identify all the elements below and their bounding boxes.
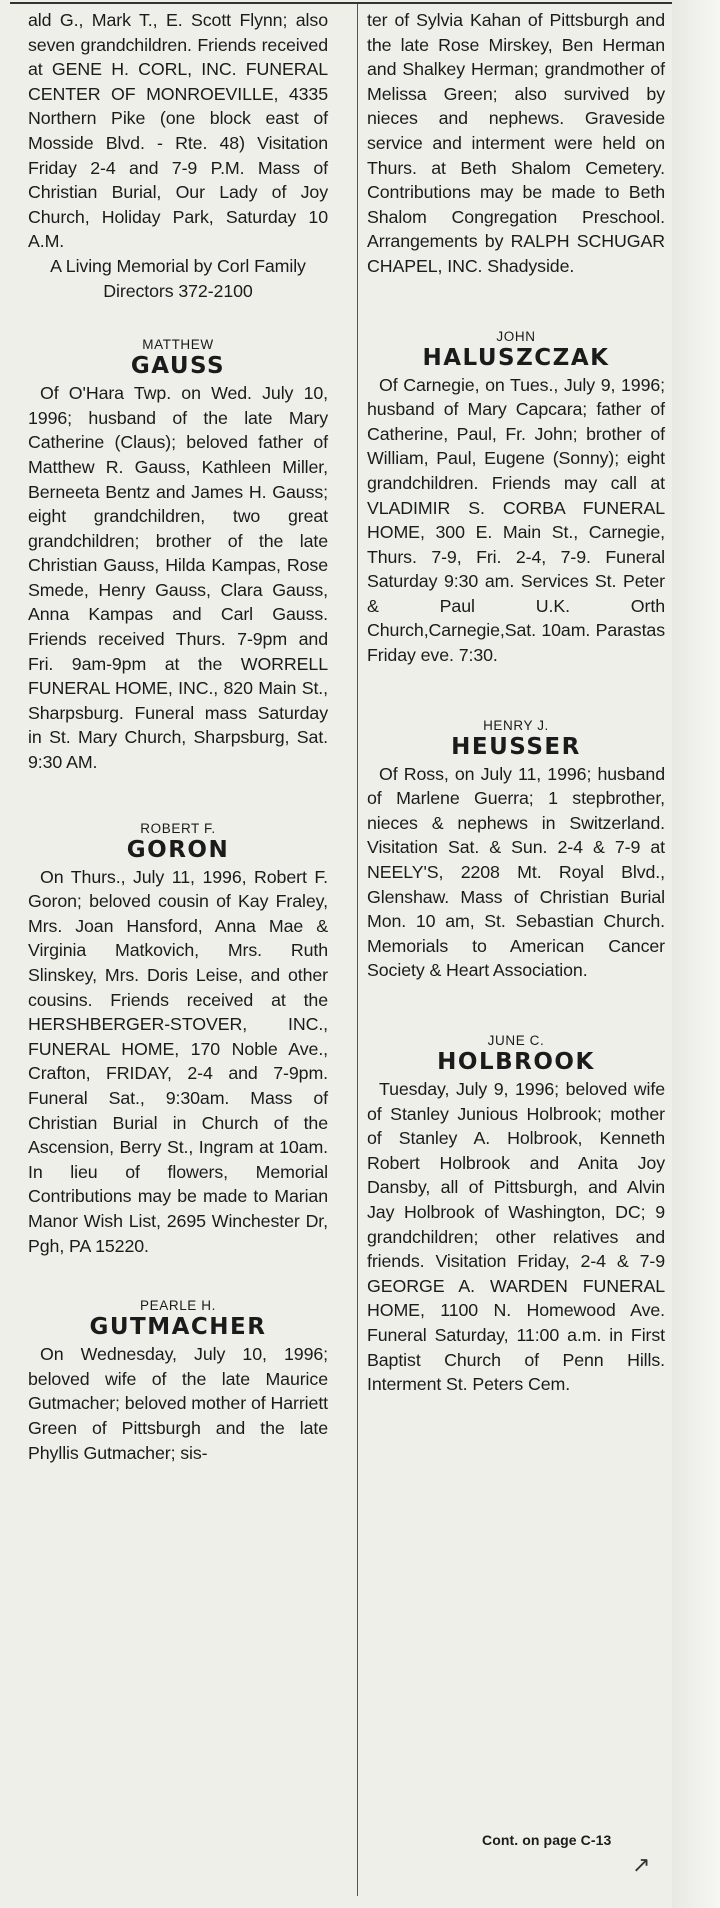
- left-column: [28, 8, 328, 1465]
- obituary-text: Tuesday, July 9, 1996; beloved wife of Stanley Junious Holbrook; mother of Stanley A. Holbrook, Kenneth Robert Holbrook and Anita Joy Dansby, all of Pittsburgh, and Alvin Jay Holbrook of Washington, DC; 9 grandchildren; other relatives and friends. Visitation Friday, 2-4 & 7-9 GEORGE A. WARDEN FUNERAL HOME, 1100 N. Homewood Ave. Funeral Saturday, 11:00 a.m. in First Baptist Church of Penn Hills. Interment St. Peters Cem.: [367, 1079, 665, 1395]
- obituary-surname: GORON: [126, 836, 230, 863]
- obituary-first-name: HENRY J.: [483, 717, 549, 733]
- continued-obituary-text: ter of Sylvia Kahan of Pittsburgh and the late Rose Mirskey, Ben Herman and Shalkey Herman; grandmother of Melissa Green; also survived by nieces and nephews. Graveside service and interment were held on Thurs. at Beth Shalom Cemetery. Contributions may be made to Beth Shalom Congregation Preschool. Arrangements by RALPH SCHUGAR CHAPEL, INC. Shadyside.: [367, 10, 665, 276]
- obituary-surname: HEUSSER: [451, 733, 581, 760]
- obituary-holbrook: [367, 1033, 665, 1397]
- continued-obituary-text: ald G., Mark T., E. Scott Flynn; also seven grandchildren. Friends received at GENE H. CORL, INC. FUNERAL CENTER OF MONROEVILLE, 4335 Northern Pike (one block east of Mosside Blvd. - Rte. 48) Visitation Friday 2-4 and 7-9 P.M. Mass of Christian Burial, Our Lady of Joy Church, Holiday Park, Saturday 10 A.M.: [28, 10, 328, 252]
- obituary-text: Of Carnegie, on Tues., July 9, 1996; husband of Mary Capcara; father of Catherine, Paul, Fr. John; brother of William, Paul, Eugene (Sonny); eight grandchildren. Friends may call at VLADIMIR S. CORBA FUNERAL HOME, 300 E. Main St., Carnegie, Thurs. 7-9, Fri. 2-4, 7-9. Funeral Saturday 9:30 am. Services St. Peter & Paul U.K. Orth Church,Carnegie,Sat. 10am. Parastas Friday eve. 7:30.: [367, 374, 665, 666]
- obituary-haluszczak: [367, 329, 665, 668]
- top-rule: [10, 2, 674, 4]
- column-divider: [357, 4, 358, 1896]
- obituary-heusser: [367, 718, 665, 983]
- memorial-line: A Living Memorial by Corl Family Directors 372-2100: [50, 255, 306, 301]
- obituary-text: Of O'Hara Twp. on Wed. July 10, 1996; husband of the late Mary Catherine (Claus); beloved father of Matthew R. Gauss, Kathleen Miller, Berneeta Bentz and James H. Gauss; eight grandchildren, two great grandchildren; brother of the late Christian Gauss, Hilda Kampas, Rose Smede, Henry Gauss, Clara Gauss, Anna Kampas and Carl Gauss. Friends received Thurs. 7-9pm and Fri. 9am-9pm at the WORRELL FUNERAL HOME, INC., 820 Main St., Sharpsburg. Funeral mass Saturday in St. Mary Church, Sharpsburg, Sat. 9:30 AM.: [28, 383, 328, 773]
- page-margin: [672, 0, 720, 1908]
- continuation-note: Cont. on page C-13: [482, 1832, 612, 1848]
- obituary-first-name: PEARLE H.: [140, 1298, 216, 1314]
- obituary-first-name: JUNE C.: [487, 1033, 545, 1048]
- obituary-surname: GAUSS: [130, 353, 226, 380]
- obituary-text: On Thurs., July 11, 1996, Robert F. Goron; beloved cousin of Kay Fraley, Mrs. Joan Hansford, Anna Mae & Virginia Matkovich, Mrs. Ruth Slinskey, Mrs. Doris Leise, and other cousins. Friends received at the HERSHBERGER-STOVER, INC., FUNERAL HOME, 170 Noble Ave., Crafton, FRIDAY, 2-4 and 7-9pm. Funeral Sat., 9:30am. Mass of Christian Burial in Church of the Ascension, Berry St., Ingram at 10am. In lieu of flowers, Memorial Contributions may be made to Marian Manor Wish List, 2695 Winchester Dr, Pgh, PA 15220.: [28, 866, 328, 1256]
- right-column: [367, 8, 665, 1397]
- obituary-first-name: JOHN: [496, 328, 536, 344]
- obituary-gutmacher: [28, 1298, 328, 1465]
- obituary-surname: GUTMACHER: [89, 1314, 267, 1341]
- obituary-surname: HALUSZCZAK: [422, 344, 610, 371]
- obituary-surname: HOLBROOK: [437, 1049, 595, 1075]
- obituary-text: On Wednesday, July 10, 1996; beloved wife of the late Maurice Gutmacher; beloved mother of Harriett Green of Pittsburgh and the late Phyllis Gutmacher; sis-: [28, 1344, 328, 1463]
- obituary-text: Of Ross, on July 11, 1996; husband of Marlene Guerra; 1 stepbrother, nieces & nephews in Switzerland. Visitation Sat. & Sun. 2-4 & 7-9 at NEELY'S, 2208 Mt. Royal Blvd., Glenshaw. Mass of Christian Burial Mon. 10 am, St. Sebastian Church. Memorials to American Cancer Society & Heart Association.: [367, 763, 665, 981]
- obituary-goron: [28, 821, 328, 1259]
- obituary-first-name: ROBERT F.: [140, 820, 216, 836]
- obituary-gauss: [28, 337, 328, 775]
- arrow-icon: ↗: [632, 1852, 651, 1877]
- obituary-first-name: MATTHEW: [142, 337, 214, 353]
